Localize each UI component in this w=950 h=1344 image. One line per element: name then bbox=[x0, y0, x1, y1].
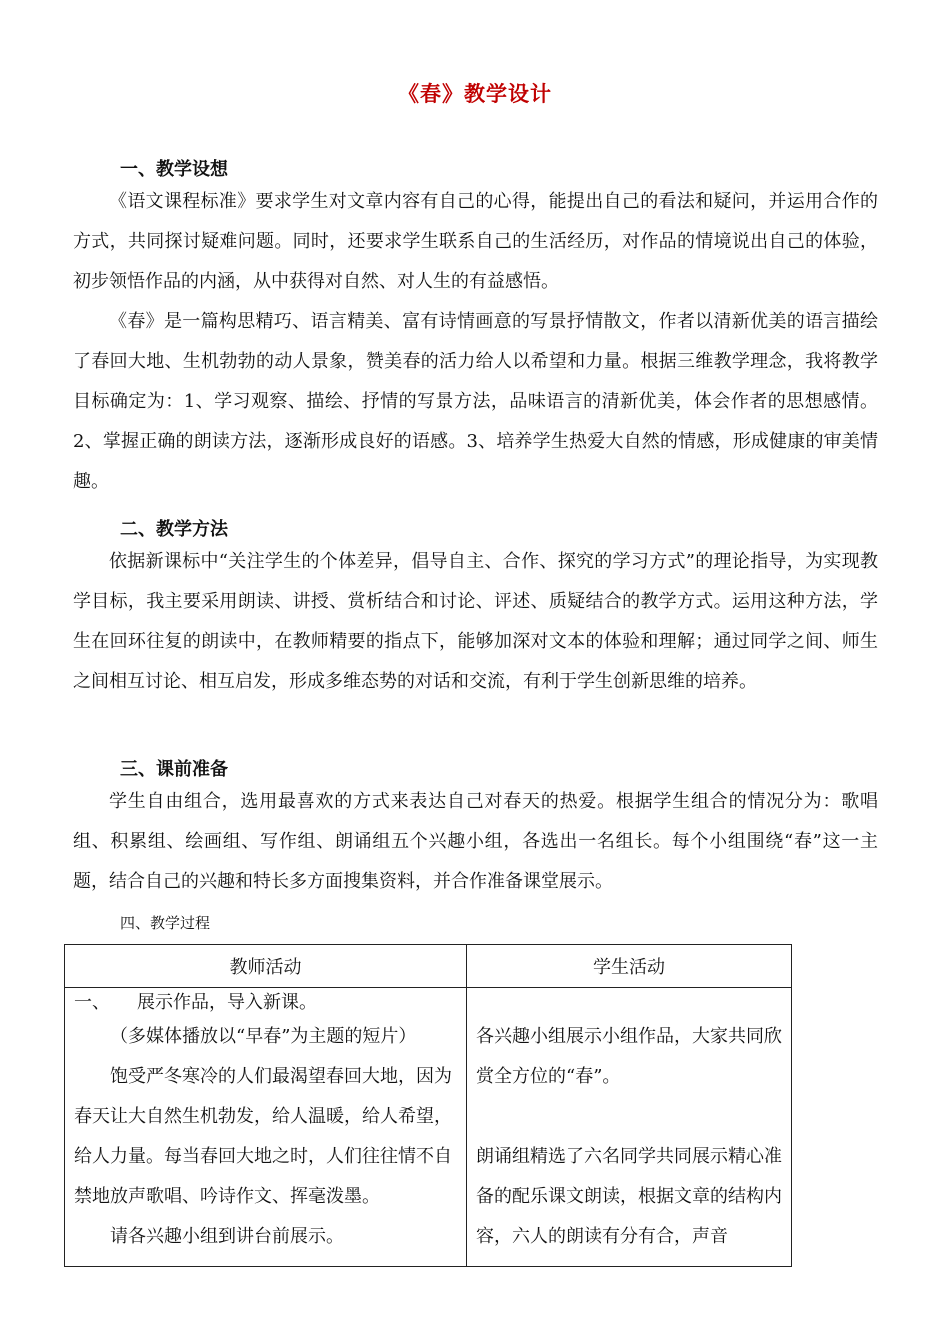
section-heading-process: 四、教学过程 bbox=[120, 914, 211, 932]
document-title: 《春》教学设计 bbox=[398, 81, 552, 106]
teacher-intro-text: 饱受严冬寒冷的人们最渴望春回大地，因为春天让大自然生机勃发，给人温暖，给人希望，给人力量。每当春回大地之时，人们往往情不自禁地放声歌唱、吟诗作文、挥毫泼墨。 bbox=[74, 1066, 452, 1207]
paragraph-design-goals: 《春》是一篇构思精巧、语言精美、富有诗情画意的写景抒情散文，作者以清新优美的语言描绘了春回大地、生机勃勃的动人景象，赞美春的活力给人以希望和力量。根据三维教学理念，我将教学目标确定为：1、学习观察、描绘、抒情的写景方法，品味语言的清新优美，体会作者的思想感情。2、掌握正确的朗读方法，逐渐形成良好的语感。3、培养学生热爱大自然的情感，形成健康的审美情趣。 bbox=[73, 311, 878, 492]
table-row bbox=[65, 988, 792, 1267]
section-heading-design: 一、教学设想 bbox=[120, 159, 228, 180]
section-heading-preparation: 三、课前准备 bbox=[120, 759, 228, 780]
column-header-teacher: 教师活动 bbox=[65, 945, 467, 988]
process-table bbox=[64, 944, 792, 1267]
teacher-instruction: 请各兴趣小组到讲台前展示。 bbox=[110, 1226, 344, 1247]
table-header-row bbox=[65, 945, 792, 988]
student-activity-2: 朗诵组精选了六名同学共同展示精心准备的配乐课文朗读，根据文章的结构内容，六人的朗读有分有合，声音 bbox=[476, 1146, 782, 1247]
paragraph-design-standards: 《语文课程标准》要求学生对文章内容有自己的心得，能提出自己的看法和疑问，并运用合作的方式，共同探讨疑难问题。同时，还要求学生联系自己的生活经历，对作品的情境说出自己的体验，初步领悟作品的内涵，从中获得对自然、对人生的有益感悟。 bbox=[73, 191, 878, 292]
student-activity-1: 各兴趣小组展示小组作品，大家共同欣赏全方位的“春”。 bbox=[476, 1026, 782, 1087]
teacher-media-note: （多媒体播放以“早春”为主题的短片） bbox=[110, 1026, 417, 1047]
teacher-step-title: 一、 展示作品，导入新课。 bbox=[74, 992, 317, 1013]
column-header-student: 学生活动 bbox=[467, 945, 792, 988]
paragraph-preparation: 学生自由组合，选用最喜欢的方式来表达自己对春天的热爱。根据学生组合的情况分为：歌唱组、积累组、绘画组、写作组、朗诵组五个兴趣小组，各选出一名组长。每个小组围绕“春”这一主题，结合自己的兴趣和特长多方面搜集资料，并合作准备课堂展示。 bbox=[73, 791, 878, 892]
paragraph-method: 依据新课标中“关注学生的个体差异，倡导自主、合作、探究的学习方式”的理论指导，为实现教学目标，我主要采用朗读、讲授、赏析结合和讨论、评述、质疑结合的教学方式。运用这种方法，学生在回环往复的朗读中，在教师精要的指点下，能够加深对文本的体验和理解；通过同学之间、师生之间相互讨论、相互启发，形成多维态势的对话和交流，有利于学生创新思维的培养。 bbox=[73, 551, 878, 692]
student-activity-cell bbox=[467, 988, 792, 1267]
teacher-activity-cell bbox=[65, 988, 467, 1267]
section-heading-method: 二、教学方法 bbox=[120, 519, 228, 540]
